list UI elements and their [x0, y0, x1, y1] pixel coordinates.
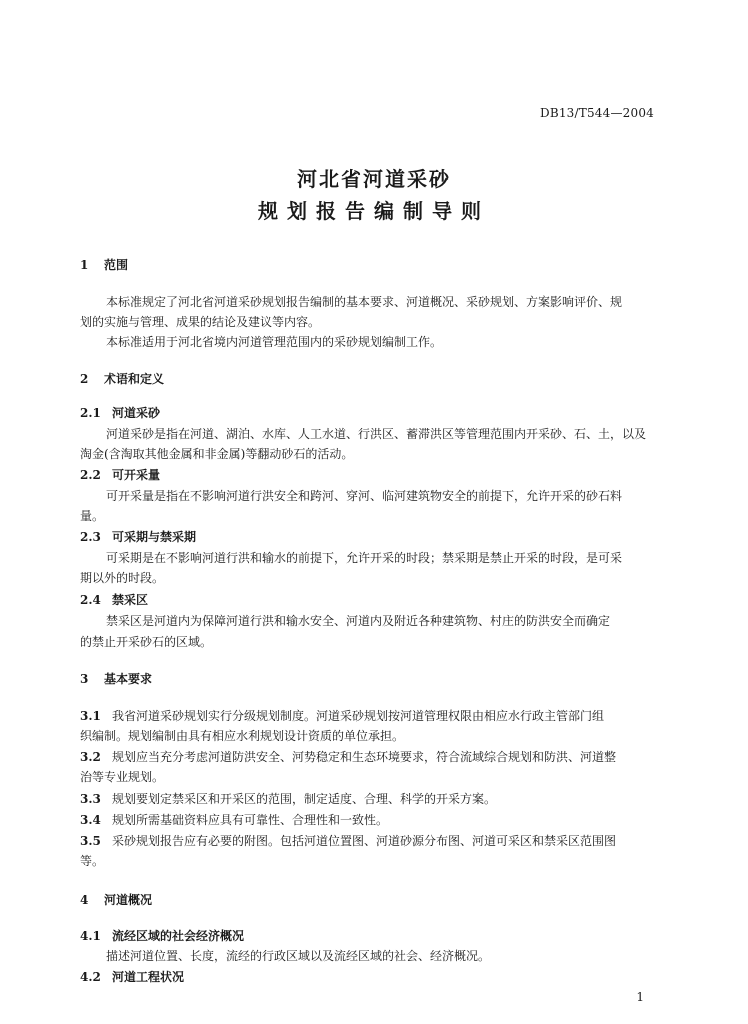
- paragraph-line: 河道采砂是指在河道、湖泊、水库、人工水道、行洪区、蓄滞洪区等管理范围内开采砂、石、土，以及: [106, 427, 647, 441]
- page-number: 1: [636, 990, 644, 1004]
- subsection-number: 2.2: [80, 468, 101, 482]
- paragraph-line: 期以外的时段。: [80, 571, 165, 585]
- paragraph-line: 量。: [80, 509, 105, 523]
- item-number: 3.3: [80, 792, 101, 806]
- subsection-4-2-heading: [80, 969, 184, 985]
- section-title: 基本要求: [104, 672, 153, 686]
- paragraph-line: 描述河道位置、长度，流经的行政区域以及流经区域的社会、经济概况。: [106, 949, 491, 963]
- item-text: 规划应当充分考虑河道防洪安全、河势稳定和生态环境要求，符合流域综合规划和防洪、河道整: [112, 750, 617, 764]
- subsection-title: 禁采区: [112, 593, 149, 607]
- subsection-number: 2.1: [80, 406, 101, 420]
- item-number: 3.2: [80, 750, 101, 764]
- subsection-title: 可采期与禁采期: [112, 530, 197, 544]
- document-title-line1: 河北省河道采砂: [297, 167, 451, 191]
- item-text: 我省河道采砂规划实行分级规划制度。河道采砂规划按河道管理权限由相应水行政主管部门组: [112, 709, 605, 723]
- subsection-2-3-heading: [80, 529, 196, 545]
- subsection-2-4-heading: [80, 592, 148, 608]
- item-number: 3.4: [80, 813, 101, 827]
- standard-code: DB13/T544—2004: [540, 106, 654, 120]
- subsection-4-1-heading: [80, 928, 244, 944]
- section-2-heading: [80, 371, 164, 387]
- paragraph-line: 可开采量是指在不影响河道行洪安全和跨河、穿河、临河建筑物安全的前提下，允许开采的砂石料: [106, 489, 623, 503]
- paragraph-line: 禁采区是河道内为保障河道行洪和输水安全、河道内及附近各种建筑物、村庄的防洪安全而确定: [106, 614, 611, 628]
- item-number: 3.1: [80, 709, 101, 723]
- paragraph-line: 治等专业规划。: [80, 770, 165, 784]
- paragraph-line: 织编制。规划编制由具有相应水利规划设计资质的单位承担。: [80, 729, 405, 743]
- subsection-2-2-heading: [80, 467, 160, 483]
- item-3-5: [80, 833, 616, 849]
- subsection-title: 河道采砂: [112, 406, 161, 420]
- paragraph-line: 可采期是在不影响河道行洪和输水的前提下，允许开采的时段；禁采期是禁止开采的时段，是可采: [106, 551, 623, 565]
- paragraph-line: 划的实施与管理、成果的结论及建议等内容。: [80, 315, 321, 329]
- section-4-heading: [80, 892, 152, 908]
- paragraph-line: 淘金(含淘取其他金属和非金属)等翻动砂石的活动。: [80, 447, 354, 461]
- section-number: 3: [80, 672, 89, 686]
- paragraph-line: 本标准适用于河北省境内河道管理范围内的采砂规划编制工作。: [106, 335, 443, 349]
- section-title: 范围: [104, 258, 129, 272]
- section-number: 2: [80, 372, 89, 386]
- subsection-2-1-heading: [80, 405, 160, 421]
- item-number: 3.5: [80, 834, 101, 848]
- section-title: 河道概况: [104, 893, 153, 907]
- subsection-number: 4.1: [80, 929, 101, 943]
- section-1-heading: [80, 257, 128, 273]
- item-3-3: [80, 791, 496, 807]
- item-3-2: [80, 749, 616, 765]
- section-number: 1: [80, 258, 89, 272]
- item-text: 采砂规划报告应有必要的附图。包括河道位置图、河道砂源分布图、河道可采区和禁采区范围图: [112, 834, 617, 848]
- section-number: 4: [80, 893, 89, 907]
- paragraph-line: 本标准规定了河北省河道采砂规划报告编制的基本要求、河道概况、采砂规划、方案影响评价、规: [106, 295, 623, 309]
- item-3-1: [80, 708, 604, 724]
- item-text: 规划要划定禁采区和开采区的范围，制定适度、合理、科学的开采方案。: [112, 792, 497, 806]
- subsection-title: 可开采量: [112, 468, 161, 482]
- item-3-4: [80, 812, 388, 828]
- section-3-heading: [80, 671, 152, 687]
- subsection-number: 2.4: [80, 593, 101, 607]
- subsection-title: 河道工程状况: [112, 970, 185, 984]
- document-title-line2: 规划报告编制导则: [258, 199, 490, 223]
- paragraph-line: 的禁止开采砂石的区域。: [80, 635, 213, 649]
- paragraph-line: 等。: [80, 854, 105, 868]
- subsection-number: 2.3: [80, 530, 101, 544]
- item-text: 规划所需基础资料应具有可靠性、合理性和一致性。: [112, 813, 389, 827]
- subsection-number: 4.2: [80, 970, 101, 984]
- subsection-title: 流经区域的社会经济概况: [112, 929, 245, 943]
- section-title: 术语和定义: [104, 372, 165, 386]
